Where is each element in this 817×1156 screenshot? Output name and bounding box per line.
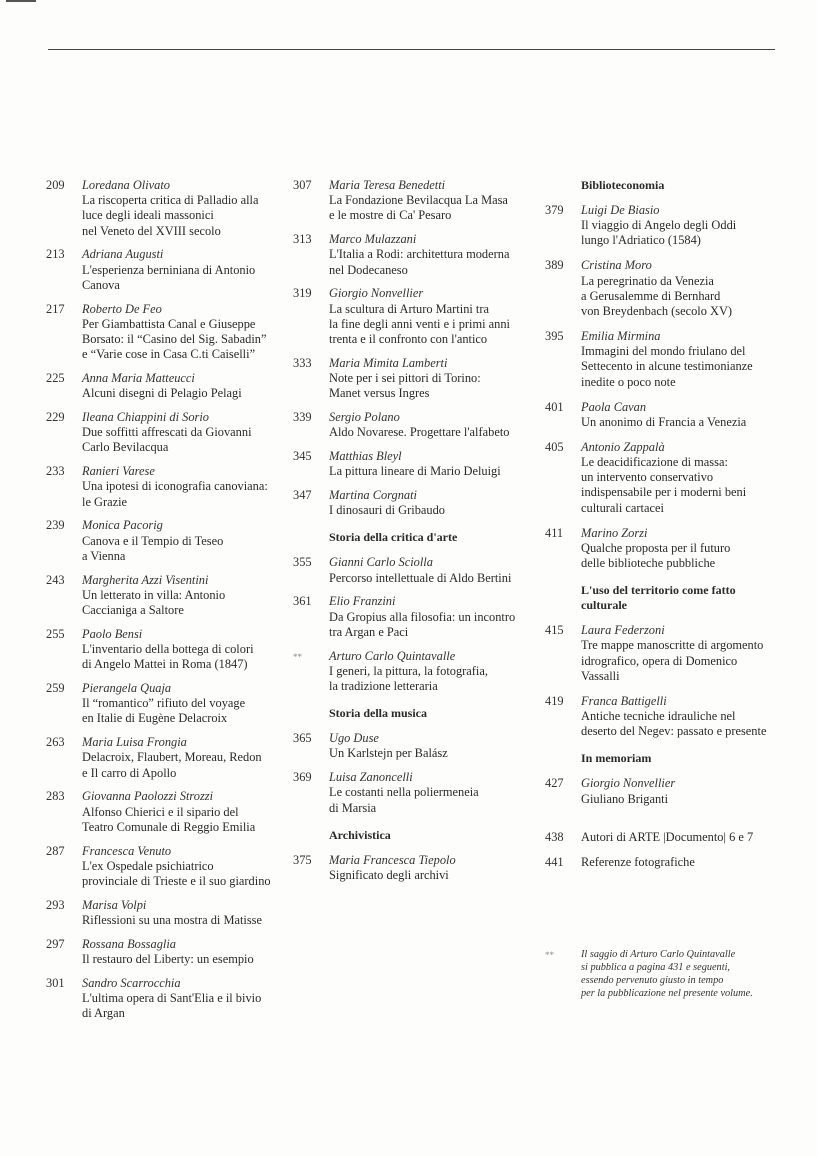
toc-entry xyxy=(46,681,286,727)
page-number: 217 xyxy=(46,301,65,316)
entry-author: Paolo Bensi xyxy=(82,626,143,641)
entry-author: Adriana Augusti xyxy=(82,247,164,262)
toc-entry xyxy=(46,898,286,928)
entry-title: Le costanti nella poliermeneia di Marsia xyxy=(329,785,479,815)
toc-entry xyxy=(293,594,538,640)
toc-entry xyxy=(545,830,795,845)
entry-title: L'esperienza berniniana di Antonio Canova xyxy=(82,262,256,292)
entry-title: Alfonso Chierici e il sipario del Teatro Comunale di Reggio Emilia xyxy=(82,804,256,834)
toc-entry xyxy=(293,356,538,402)
page-number: 333 xyxy=(293,355,312,370)
entry-title: Tre mappe manoscritte di argomento idrografico, opera di Domenico Vassalli xyxy=(581,638,764,683)
toc-entry xyxy=(46,844,286,890)
entry-author: Maria Francesca Tiepolo xyxy=(329,852,456,867)
toc-entry xyxy=(545,203,795,249)
entry-author: Paola Cavan xyxy=(581,399,647,414)
toc-column-2 xyxy=(293,178,538,892)
entry-title: I dinosauri di Gribaudo xyxy=(329,503,445,518)
page-number: 347 xyxy=(293,488,312,503)
toc-entry xyxy=(293,731,538,761)
page-number: 375 xyxy=(293,852,312,867)
entry-title: Un anonimo di Francia a Venezia xyxy=(581,414,747,429)
toc-entry xyxy=(46,627,286,673)
toc-entry xyxy=(293,178,538,224)
entry-author: Roberto De Feo xyxy=(82,301,162,316)
toc-column-1 xyxy=(46,178,286,1030)
entry-author: Elio Franzini xyxy=(329,594,396,609)
entry-author: Luisa Zanoncelli xyxy=(329,770,413,785)
entry-author: Matthias Bleyl xyxy=(329,449,402,464)
toc-entry xyxy=(46,371,286,401)
toc-entry xyxy=(545,400,795,430)
footnote-marker: ** xyxy=(545,950,554,960)
top-rule xyxy=(48,49,775,50)
entry-author: Loredana Olivato xyxy=(82,178,170,192)
toc-entry xyxy=(545,855,795,870)
entry-author: Marino Zorzi xyxy=(581,525,648,540)
entry-author: Gianni Carlo Sciolla xyxy=(329,555,433,570)
entry-title: Le deacidificazione di massa: un intervento conservativo indispensabile per i moderni beni culturali cartacei xyxy=(581,455,747,515)
entry-title: Il “romantico” rifiuto del voyage en Italie di Eugène Delacroix xyxy=(82,696,246,726)
toc-entry xyxy=(46,735,286,781)
footnote xyxy=(545,948,817,1000)
section-heading: Storia della musica xyxy=(329,706,427,721)
entry-author: Ileana Chiappini di Sorio xyxy=(82,410,210,425)
entry-title: Per Giambattista Canal e Giuseppe Borsato: il “Casino del Sig. Sabadin” e “Varie cose in Casa C.ti Caiselli” xyxy=(82,316,267,362)
toc-entry xyxy=(293,770,538,816)
toc-entry xyxy=(46,573,286,619)
toc-entry xyxy=(293,555,538,585)
entry-title: Giuliano Briganti xyxy=(581,791,669,806)
entry-author: Ranieri Varese xyxy=(82,464,155,479)
page-number: 415 xyxy=(545,623,564,638)
toc-entry xyxy=(293,286,538,347)
toc-entry xyxy=(46,518,286,564)
entry-title: Referenze fotografiche xyxy=(581,854,695,869)
spacer xyxy=(545,817,795,830)
entry-title: Riflessioni su una mostra di Matisse xyxy=(82,913,262,928)
entry-author: Cristina Moro xyxy=(581,258,652,273)
entry-title: Autori di ARTE |Documento| 6 e 7 xyxy=(581,829,754,844)
page-number: 405 xyxy=(545,439,564,454)
entry-author: Emilia Mirmina xyxy=(581,329,661,344)
toc-entry xyxy=(293,232,538,278)
footnote-text: Il saggio di Arturo Carlo Quintavalle si pubblica a pagina 431 e seguenti, essendo pervenuto giusto in tempo per la pubblicazione nel presente volume. xyxy=(581,949,753,999)
entry-author: Arturo Carlo Quintavalle xyxy=(329,648,456,663)
entry-title: La peregrinatio da Venezia a Gerusalemme di Bernhard von Breydenbach (secolo XV) xyxy=(581,273,733,319)
entry-title: Delacroix, Flaubert, Moreau, Redon e Il carro di Apollo xyxy=(82,750,262,780)
toc-entry xyxy=(545,526,795,572)
entry-title: Percorso intellettuale di Aldo Bertini xyxy=(329,570,512,585)
entry-title: Una ipotesi di iconografia canoviana: le Grazie xyxy=(82,479,268,509)
page-number: 427 xyxy=(545,776,564,791)
toc-entry xyxy=(46,178,286,239)
entry-author: Sergio Polano xyxy=(329,410,400,425)
section-heading: Archivistica xyxy=(329,827,391,842)
entry-author: Luigi De Biasio xyxy=(581,203,660,217)
toc-entry xyxy=(293,649,538,695)
corner-mark xyxy=(6,0,36,2)
entry-title: La pittura lineare di Mario Deluigi xyxy=(329,464,501,479)
entry-author: Sandro Scarrocchia xyxy=(82,975,181,990)
entry-title: Due soffitti affrescati da Giovanni Carlo Bevilacqua xyxy=(82,425,252,455)
toc-entry xyxy=(545,623,795,684)
page-number: 255 xyxy=(46,626,65,641)
toc-entry xyxy=(545,258,795,319)
entry-author: Anna Maria Matteucci xyxy=(82,371,195,386)
page-number: 369 xyxy=(293,770,312,785)
entry-title: I generi, la pittura, la fotografia, la tradizione letteraria xyxy=(329,663,488,694)
page-number: 438 xyxy=(545,829,564,844)
page-number: 379 xyxy=(545,203,564,217)
entry-author: Franca Battigelli xyxy=(581,693,667,708)
section-heading: In memoriam xyxy=(581,751,652,766)
entry-author: Laura Federzoni xyxy=(581,623,665,638)
page-number: 319 xyxy=(293,286,312,301)
entry-title: Da Gropius alla filosofia: un incontro tra Argan e Paci xyxy=(329,609,516,639)
entry-title: La scultura di Arturo Martini tra la fine degli anni venti e i primi anni trenta e il confronto con l'antico xyxy=(329,301,510,347)
section-heading: Biblioteconomia xyxy=(581,178,665,192)
entry-title: Antiche tecniche idrauliche nel deserto del Negev: passato e presente xyxy=(581,709,767,739)
page-number: 419 xyxy=(545,693,564,708)
toc-entry xyxy=(545,440,795,516)
page-number: 297 xyxy=(46,936,65,951)
page-number: 263 xyxy=(46,735,65,750)
page-number: 365 xyxy=(293,731,312,746)
page-number: 229 xyxy=(46,410,65,425)
toc-entry xyxy=(293,410,538,440)
toc-entry xyxy=(293,853,538,883)
page-number: 213 xyxy=(46,247,65,262)
entry-author: Giorgio Nonvellier xyxy=(581,776,676,791)
entry-author: Martina Corgnati xyxy=(329,488,418,503)
toc-entry xyxy=(545,776,795,806)
page-number: 239 xyxy=(46,518,65,533)
entry-author: Giovanna Paolozzi Strozzi xyxy=(82,789,214,804)
page-number: 361 xyxy=(293,594,312,609)
toc-entry xyxy=(46,302,286,363)
entry-title: L'ex Ospedale psichiatrico provinciale di Trieste e il suo giardino xyxy=(82,858,271,889)
entry-title: Il restauro del Liberty: un esempio xyxy=(82,952,254,967)
entry-title: La riscoperta critica di Palladio alla luce degli ideali massonici nel Veneto del XVIII secolo xyxy=(82,193,259,238)
page-number: 307 xyxy=(293,178,312,192)
toc-entry xyxy=(46,937,286,967)
toc-entry xyxy=(46,789,286,835)
entry-title: Significato degli archivi xyxy=(329,868,449,883)
entry-author: Marisa Volpi xyxy=(82,897,147,912)
toc-column-3 xyxy=(545,178,795,880)
entry-author: Antonio Zappalà xyxy=(581,439,665,454)
entry-author: Ugo Duse xyxy=(329,731,379,746)
entry-title: Aldo Novarese. Progettare l'alfabeto xyxy=(329,425,510,440)
toc-entry xyxy=(46,976,286,1022)
page-number: 339 xyxy=(293,410,312,425)
page-number: 411 xyxy=(545,525,564,540)
toc-entry xyxy=(545,329,795,390)
page-number: 301 xyxy=(46,975,65,990)
page-number: 345 xyxy=(293,449,312,464)
entry-title: Alcuni disegni di Pelagio Pelagi xyxy=(82,386,242,401)
page-number: 395 xyxy=(545,329,564,344)
page-number: 293 xyxy=(46,897,65,912)
toc-entry xyxy=(46,247,286,293)
page-number: 287 xyxy=(46,843,65,858)
entry-title: L'inventario della bottega di colori di Angelo Mattei in Roma (1847) xyxy=(82,642,254,672)
entry-title: Un Karlstejn per Balász xyxy=(329,746,448,761)
toc-entry xyxy=(46,464,286,510)
entry-author: Maria Mimita Lamberti xyxy=(329,355,448,370)
toc-entry xyxy=(545,694,795,740)
entry-title: Un letterato in villa: Antonio Caccianiga a Saltore xyxy=(82,587,226,618)
page-number: 243 xyxy=(46,572,65,587)
entry-author: Maria Teresa Benedetti xyxy=(329,178,446,192)
page-number: 283 xyxy=(46,789,65,804)
entry-author: Giorgio Nonvellier xyxy=(329,286,424,301)
page-number: 225 xyxy=(46,371,65,386)
entry-title: Il viaggio di Angelo degli Oddi lungo l'Adriatico (1584) xyxy=(581,218,737,248)
entry-title: La Fondazione Bevilacqua La Masa e le mostre di Ca' Pesaro xyxy=(329,193,508,223)
section-heading: L'uso del territorio come fatto culturale xyxy=(581,583,736,613)
entry-title: Immagini del mondo friulano del Settecento in alcune testimonianze inedite o poco note xyxy=(581,344,753,389)
page-number: 313 xyxy=(293,232,312,247)
toc-entry xyxy=(293,449,538,479)
toc-entry xyxy=(293,488,538,518)
entry-author: Marco Mulazzani xyxy=(329,232,417,247)
page-number: 209 xyxy=(46,178,65,192)
page-number: 233 xyxy=(46,464,65,479)
entry-title: Canova e il Tempio di Teseo a Vienna xyxy=(82,533,224,563)
entry-title: Qualche proposta per il futuro delle biblioteche pubbliche xyxy=(581,540,731,571)
entry-author: Rossana Bossaglia xyxy=(82,936,176,951)
entry-title: L'Italia a Rodi: architettura moderna nel Dodecaneso xyxy=(329,247,510,277)
entry-author: Maria Luisa Frongia xyxy=(82,735,187,750)
toc-entry xyxy=(46,410,286,456)
page-number: 259 xyxy=(46,681,65,696)
page-number: 441 xyxy=(545,854,564,869)
entry-author: Pierangela Quaja xyxy=(82,681,172,696)
page-number: ** xyxy=(293,651,302,662)
entry-title: L'ultima opera di Sant'Elia e il bivio di Argan xyxy=(82,991,262,1021)
entry-author: Margherita Azzi Visentini xyxy=(82,572,209,587)
entry-author: Monica Pacorig xyxy=(82,518,163,533)
entry-title: Note per i sei pittori di Torino: Manet versus Ingres xyxy=(329,371,481,401)
page-number: 389 xyxy=(545,258,564,273)
section-heading: Storia della critica d'arte xyxy=(329,530,458,545)
entry-author: Francesca Venuto xyxy=(82,843,172,858)
page-number: 355 xyxy=(293,555,312,570)
page-number: 401 xyxy=(545,399,564,414)
